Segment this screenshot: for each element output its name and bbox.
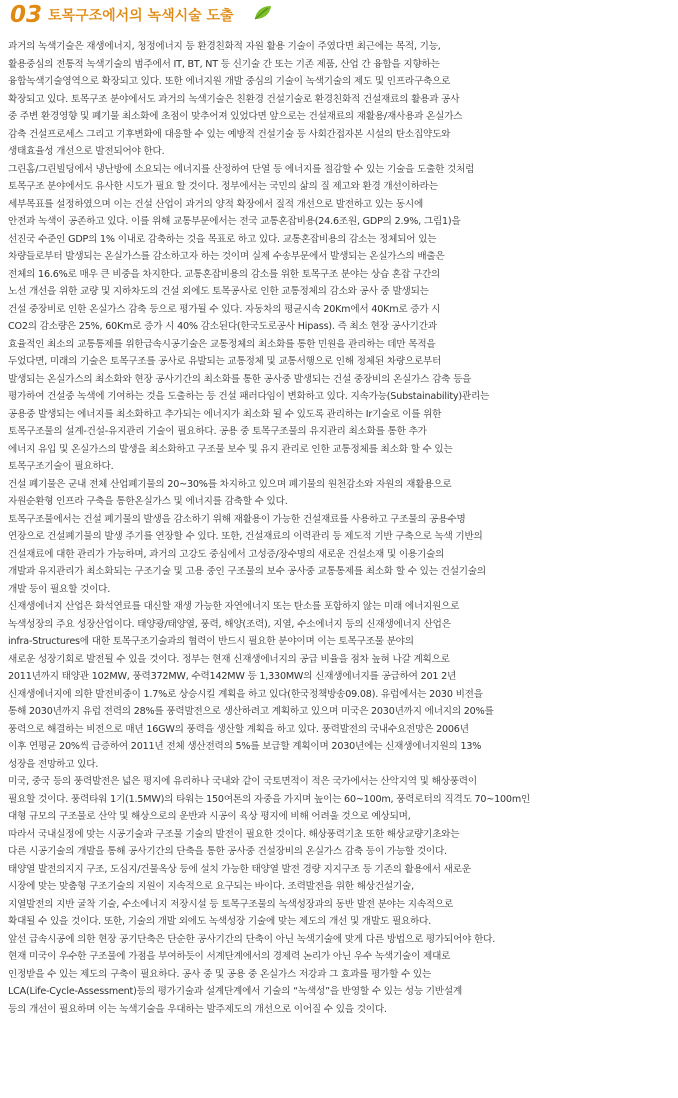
body-text-line: 세부목표를 설정하였으며 이는 건설 산업이 과거의 양적 확장에서 질적 개선으로 발전하고 있는 동시에: [8, 198, 424, 210]
body-text-line: 노선 개선을 위한 교량 및 지하차도의 건설 외에도 토목공사로 인한 교통정체의 감소와 공사 중 발생되는: [8, 286, 429, 297]
body-text-line: 과거의 녹색기술은 재생에너지, 청정에너지 등 환경친화적 자원 활용 기술이 주였다면 최근에는 목적, 기능,: [8, 41, 441, 52]
body-text-line: infra-Structures에 대한 토목구조기술과의 협력이 반드시 필요한 분야이며 이는 토목구조물 분야의: [8, 636, 414, 647]
body-text-line: 필요할 것이다. 풍력타워 1기(1.5MW)의 타워는 150여톤의 자중을 가지며 높이는 60~100m, 풍력로터의 직격도 70~100m인: [8, 793, 531, 805]
body-text-line: 연장으로 건설폐기물의 발생 주기를 연장할 수 있다. 또한, 건설재료의 이력관리 등 제도적 기반 구축으로 녹색 기반의: [8, 531, 483, 542]
body-text-line: 신재생에너지 산업은 화석연료를 대신할 재생 가능한 자연에너지 또는 탄소를 포함하지 않는 미래 에너지원으로: [8, 601, 460, 612]
body-text-line: 중 주변 환경영향 및 폐기물 최소화에 초점이 맞추어져 있었다면 앞으로는 건설재료의 재활용/재사용과 온실가스: [8, 111, 463, 122]
body-text-line: 통해 2030년까지 유럽 전력의 28%를 풍력발전으로 생산하려고 계획하고 있으며 미국은 2030년까지 에너지의 20%를: [8, 706, 494, 717]
body-text-line: 공용중 발생되는 에너지를 최소화하고 추가되는 에너지가 최소화 될 수 있도록 관리하는 Ir기술로 이를 위한: [8, 408, 442, 420]
body-text-line: 토목구조기술이 필요하다.: [8, 461, 114, 472]
body-text-line: 개발 등이 필요할 것이다.: [8, 583, 111, 595]
section-number: 03: [10, 2, 43, 28]
body-text-line: 자원순환형 인프라 구축을 통한온실가스 및 에너지를 감축할 수 있다.: [8, 496, 288, 507]
body-text-line: 발생되는 온실가스의 최소화와 현장 공사기간의 최소화를 통한 공사중 발생되는 건설 중장비의 온실가스 감축 등을: [8, 373, 472, 385]
body-text-line: 개발과 유지관리가 최소화되는 구조기술 및 고용 중인 구조물의 보수 공사중 교통통제를 최소화 할 수 있는 건설기술의: [8, 566, 486, 577]
body-text-line: 에너지 유입 및 온실가스의 발생을 최소화하고 구조물 보수 및 유지 관리로 인한 교통정체를 최소화 할 수 있는: [8, 443, 453, 455]
body-text-line: 토목구조물에서는 건설 폐기물의 발생을 감소하기 위해 재활용이 가능한 건설재료를 사용하고 구조물의 공용수명: [8, 513, 466, 525]
body-text-line: 등의 개선이 필요하며 이는 녹색기술을 우대하는 발주제도의 개선으로 이어질 수 있을 것이다.: [8, 1003, 387, 1015]
section-header: [10, 2, 274, 28]
body-text-line: 태양열 발전의지지 구조, 도심지/건물옥상 등에 설치 가능한 태양열 발전 경량 지지구조 등 기존의 활용에서 새로운: [8, 863, 471, 875]
body-text-line: 선진국 수준인 GDP의 1% 이내로 감축하는 것을 목표로 하고 있다. 교통혼잡비용의 감소는 정체되어 있는: [8, 233, 437, 245]
body-text-line: 신재생에너지에 의한 발전비중이 1.7%로 상승시킬 계획을 하고 있다(한국정책방송09.08). 유럽에서는 2030 비전을: [8, 688, 483, 700]
body-text-line: 현재 미국이 우수한 구조물에 가점을 부여하듯이 서계단계에서의 경제력 논리가 아닌 우수 녹색기술이 제대로: [8, 951, 451, 962]
body-text-line: 성장을 전망하고 있다.: [8, 758, 99, 770]
body-text-line: 토목구조물의 설계-건설-유지관리 기술이 필요하다. 공용 중 토목구조물의 유지관리 최소화를 통한 추가: [8, 426, 427, 437]
body-text-line: 확대될 수 있을 것이다. 또한, 기술의 개발 외에도 녹색성장 기술에 맞는 제도의 개선 및 개발도 필요하다.: [8, 916, 432, 927]
body-text-line: 평가하여 건설중 녹색에 기여하는 것을 도출하는 등 건설 패러다임이 변화하고 있다. 지속가능(Substainability)관리는: [8, 391, 490, 402]
body-text-line: 토목구조 분야에서도 유사한 시도가 필요 할 것이다. 정부에서는 국민의 삶의 질 제고와 환경 개선이하라는: [8, 181, 438, 192]
body-text-line: 새로운 성장기회로 발전될 수 있을 것이다. 정부는 현재 신재생에너지의 공급 비율을 점차 높혀 나갈 계획으로: [8, 653, 450, 665]
body-text-line: 녹색성장의 주요 성장산업이다. 태양광/태양열, 풍력, 해양(조력), 지열, 수소에너지 등의 신재생에너지 산업은: [8, 618, 451, 630]
leaf-icon: [252, 3, 274, 23]
body-text-line: 차량들로부터 발생되는 온실가스를 감소하고자 하는 것이며 실제 수송부문에서 발생되는 온실가스의 배출은: [8, 251, 445, 262]
body-text-line: 융합녹색기술영역으로 확장되고 있다. 또한 에너지원 개발 중심의 기술이 녹색기술의 제도 및 인프라구축으로: [8, 76, 451, 87]
body-text-line: 풍력으로 해결하는 비전으로 매년 16GW의 풍력을 생산할 계획을 하고 있다. 풍력발전의 국내수요전망은 2006년: [8, 723, 469, 735]
body-text-line: 시장에 맞는 맞춤형 구조기술의 지원이 지속적으로 요구되는 바이다. 조력발전을 위한 해상건설기술,: [8, 881, 414, 892]
body-text-line: 두었다면, 미래의 기술은 토목구조를 공사로 유발되는 교통정체 및 교통서행으로 인해 정체된 차량으로부터: [8, 356, 442, 367]
body-text-line: 감축 건설프로세스 그리고 기후변화에 대응할 수 있는 예방적 건설기술 등 사회간접자본 시설의 탄소집약도와: [8, 128, 451, 140]
body-text-line: 인정받을 수 있는 제도의 구축이 필요하다. 공사 중 및 공용 중 온실가스 저강과 그 효과를 평가할 수 있는: [8, 968, 432, 980]
body-text-line: 효율적인 최소의 교통통제를 위한급속시공기술은 교통정체의 최소화를 통한 민원을 관리하는 데만 목적을: [8, 338, 436, 350]
body-text-line: LCA(Life-Cycle-Assessment)등의 평가기술과 설계단계에서 기술의 “녹색성”을 반영할 수 있는 성능 기반설계: [8, 986, 463, 997]
body-text-line: 앞선 급속시공에 의한 현장 공기단축은 단순한 공사기간의 단축이 아닌 녹색기술에 맞게 다른 방법으로 평가되어야 한다.: [8, 933, 496, 945]
body-text-line: 다른 시공기술의 개발을 통해 공사기간의 단축을 통한 공사중 건설장비의 온실가스 감축 등이 가능할 것이다.: [8, 846, 447, 857]
body-text-line: 건설재료에 대한 관리가 가능하며, 과거의 고강도 중심에서 고성증/장수명의 새로운 건설소재 및 이용기술의: [8, 548, 445, 560]
body-text-line: 이후 연평균 20%씩 급증하여 2011년 전체 생산전력의 5%를 보급할 계획이며 2030년에는 신재생에너지원의 13%: [8, 741, 482, 752]
body-text-line: 미국, 중국 등의 풍력발전은 넓은 평지에 유리하나 국내와 같이 국토면적이 적은 국가에서는 산악지역 및 해상풍력이: [8, 776, 477, 787]
body-text-line: 건설 중장비로 인한 온실가스 감축 등으로 평가될 수 있다. 자동차의 평균시속 20Km에서 40Km로 증가 시: [8, 303, 441, 315]
body-text-line: 건설 폐기물은 군내 전체 산업폐기물의 20~30%를 차지하고 있으며 폐기물의 원천감소와 자원의 재활용으로: [8, 478, 452, 490]
body-text-line: 따라서 국내실정에 맞는 시공기술과 구조물 기술의 발전이 필요한 것이다. 해상풍력기초 또한 해상교량기초와는: [8, 828, 460, 840]
body-text-line: 생태효율성 개선으로 발전되어야 한다.: [8, 146, 165, 157]
article-body: [8, 38, 672, 1018]
body-text-line: 전체의 16.6%로 매우 큰 비중을 차지한다. 교통혼잡비용의 감소를 위한 토목구조 분야는 상습 혼잡 구간의: [8, 268, 441, 280]
body-text-line: 대형 규모의 구조물로 산악 및 해상으로의 운반과 시공이 육상 평지에 비해 어려울 것으로 예상되며,: [8, 811, 411, 822]
section-title: 토목구조에서의 녹색시술 도출: [48, 8, 234, 24]
body-text-line: 그린홈/그린빌딩에서 냉난방에 소요되는 에너지를 산정하여 단열 등 에너지를 절감할 수 있는 기술을 도출한 것처럼: [8, 163, 475, 175]
body-text-line: 활용중심의 전통적 녹색기술의 범주에서 IT, BT, NT 등 신기술 간 또는 기존 제품, 산업 간 융합을 지향하는: [8, 58, 440, 70]
body-text-line: 확장되고 있다. 토목구조 분야에서도 과거의 녹색기술은 친환경 건설기술로 환경친화적 건설재료의 활용과 공사: [8, 93, 460, 105]
body-text-line: 2011년까지 태양관 102MW, 풍력372MW, 수력142MW 등 1,330MW의 신재생에너지를 공급하여 201 2년: [8, 671, 457, 682]
body-text-line: 안전과 녹색이 공존하고 있다. 이를 위해 교통부문에서는 전국 교통혼잡비용(24.6조원, GDP의 2.9%, 그림1)을: [8, 216, 461, 227]
body-text-line: 지열발전의 지반 굴착 기술, 수소에너지 저장시설 등 토목구조물의 녹색성장과의 동반 발전 분야는 지속적으로: [8, 898, 454, 910]
body-text-line: CO2의 감소량은 25%, 60Km로 증가 시 40% 감소된다(한국도로공사 Hipass). 즉 최소 현장 공사기간과: [8, 321, 437, 332]
